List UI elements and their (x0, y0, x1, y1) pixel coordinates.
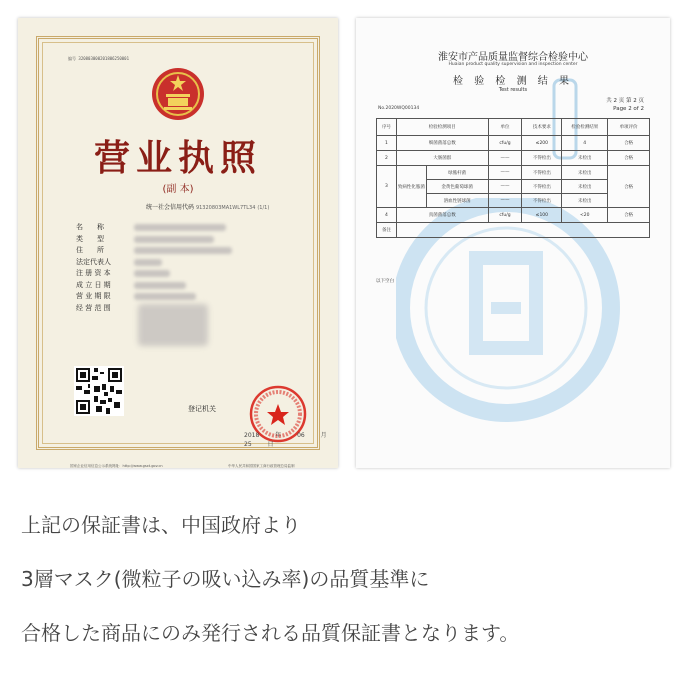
table-cell: 未检出 (562, 194, 608, 208)
report-organization-en: Huaian product quality supervision and inspection center (448, 62, 578, 67)
table-cell: cfu/g (488, 136, 522, 151)
table-header: 单位 (488, 119, 522, 136)
table-row (377, 151, 650, 166)
license-footer-left: 国家企业信用信息公示系统网址：http://www.gsxt.gov.cn (70, 464, 163, 468)
table-cell: 不得检出 (522, 180, 562, 194)
table-cell: 不得检出 (522, 194, 562, 208)
table-cell: 细菌菌落总数 (396, 136, 488, 151)
license-fields (76, 222, 126, 314)
license-field: 住 所 (76, 245, 126, 257)
table-cell: 溶血性链球菌 (426, 194, 488, 208)
table-row (377, 208, 650, 223)
table-remark-row (377, 223, 650, 238)
table-cell: 合格 (608, 151, 650, 166)
table-header: 序号 (377, 119, 397, 136)
license-field: 成 立 日 期 (76, 280, 126, 292)
caption-line-1: 上記の保証書は、中国政府より (21, 513, 301, 537)
table-cell: 绿脓杆菌 (426, 166, 488, 180)
table-cell: ≤200 (522, 136, 562, 151)
license-title: 营业执照 (93, 137, 262, 179)
table-cell: <20 (562, 208, 608, 223)
license-serial: 编号 320803000201806250001 (68, 56, 129, 61)
table-cell: 大肠菌群 (396, 151, 488, 166)
table-cell: —— (488, 180, 522, 194)
table-header: 检验检测结果 (562, 119, 608, 136)
table-header: 单项评价 (608, 119, 650, 136)
table-cell: 4 (562, 136, 608, 151)
report-page-number: 共 2 页 第 2 页 Page 2 of 2 (606, 98, 644, 112)
credit-code: 统一社会信用代码 91320803MA1WL7TL34 (1/1) (146, 204, 270, 211)
license-field: 名 称 (76, 222, 126, 234)
report-title: 检 验 检 测 结 果 (453, 76, 573, 87)
table-cell: —— (488, 166, 522, 180)
report-blank-note: 以下空白 (376, 279, 394, 284)
table-cell: 3 (377, 166, 397, 208)
license-footer-right: 中华人民共和国国家工商行政管理总局监制 (228, 464, 295, 468)
table-cell: 真菌菌落总数 (396, 208, 488, 223)
table-cell: 1 (377, 136, 397, 151)
inspection-stamp-watermark-icon (396, 198, 670, 468)
report-organization: 淮安市产品质量监督综合检验中心 (438, 52, 588, 63)
table-cell: —— (488, 151, 522, 166)
table-row (377, 166, 650, 180)
caption-line-3: 合格した商品にのみ発行される品質保証書となります。 (21, 621, 520, 645)
table-cell: 未检出 (562, 166, 608, 180)
table-cell: 未检出 (562, 180, 608, 194)
license-field: 营 业 期 限 (76, 291, 126, 303)
caption-line-2: 3層マスク(微粒子の吸い込み率)の品質基準に (21, 567, 430, 591)
business-scope-blurred (138, 304, 208, 346)
table-cell: —— (488, 194, 522, 208)
table-header: 技术要求 (522, 119, 562, 136)
caption (21, 512, 681, 674)
table-cell: cfu/g (488, 208, 522, 223)
table-cell: 不得检出 (522, 151, 562, 166)
table-cell: 2 (377, 151, 397, 166)
license-date: 2018 年 06 月 25 日 (244, 432, 327, 448)
registration-authority-label: 登记机关 (188, 405, 216, 413)
license-field: 经 营 范 围 (76, 303, 111, 312)
test-report-image (356, 18, 670, 468)
table-cell: 合格 (608, 136, 650, 151)
table-cell: 合格 (608, 208, 650, 223)
report-title-en: Test results (498, 87, 528, 93)
table-cell: ≤100 (522, 208, 562, 223)
table-cell: 致病性化脓菌 (396, 166, 426, 208)
test-results-table (376, 118, 650, 238)
table-cell: 4 (377, 208, 397, 223)
license-subtitle: (副 本) (162, 184, 194, 195)
table-header: 检验检测项目 (396, 119, 488, 136)
qr-code-icon (74, 366, 124, 416)
license-field: 注 册 资 本 (76, 268, 126, 280)
table-cell: 备注 (377, 223, 397, 238)
business-license-image (18, 18, 338, 468)
report-number: No.2020WQ00134 (378, 106, 420, 111)
table-cell: 合格 (608, 166, 650, 208)
table-cell: 未检出 (562, 151, 608, 166)
license-field: 法定代表人 (76, 257, 126, 269)
table-cell: 金黄色葡萄球菌 (426, 180, 488, 194)
table-header-row (377, 119, 650, 136)
table-row (377, 136, 650, 151)
license-field: 类 型 (76, 234, 126, 246)
table-cell: 不得检出 (522, 166, 562, 180)
national-emblem-icon (150, 66, 206, 122)
table-cell (396, 223, 649, 238)
